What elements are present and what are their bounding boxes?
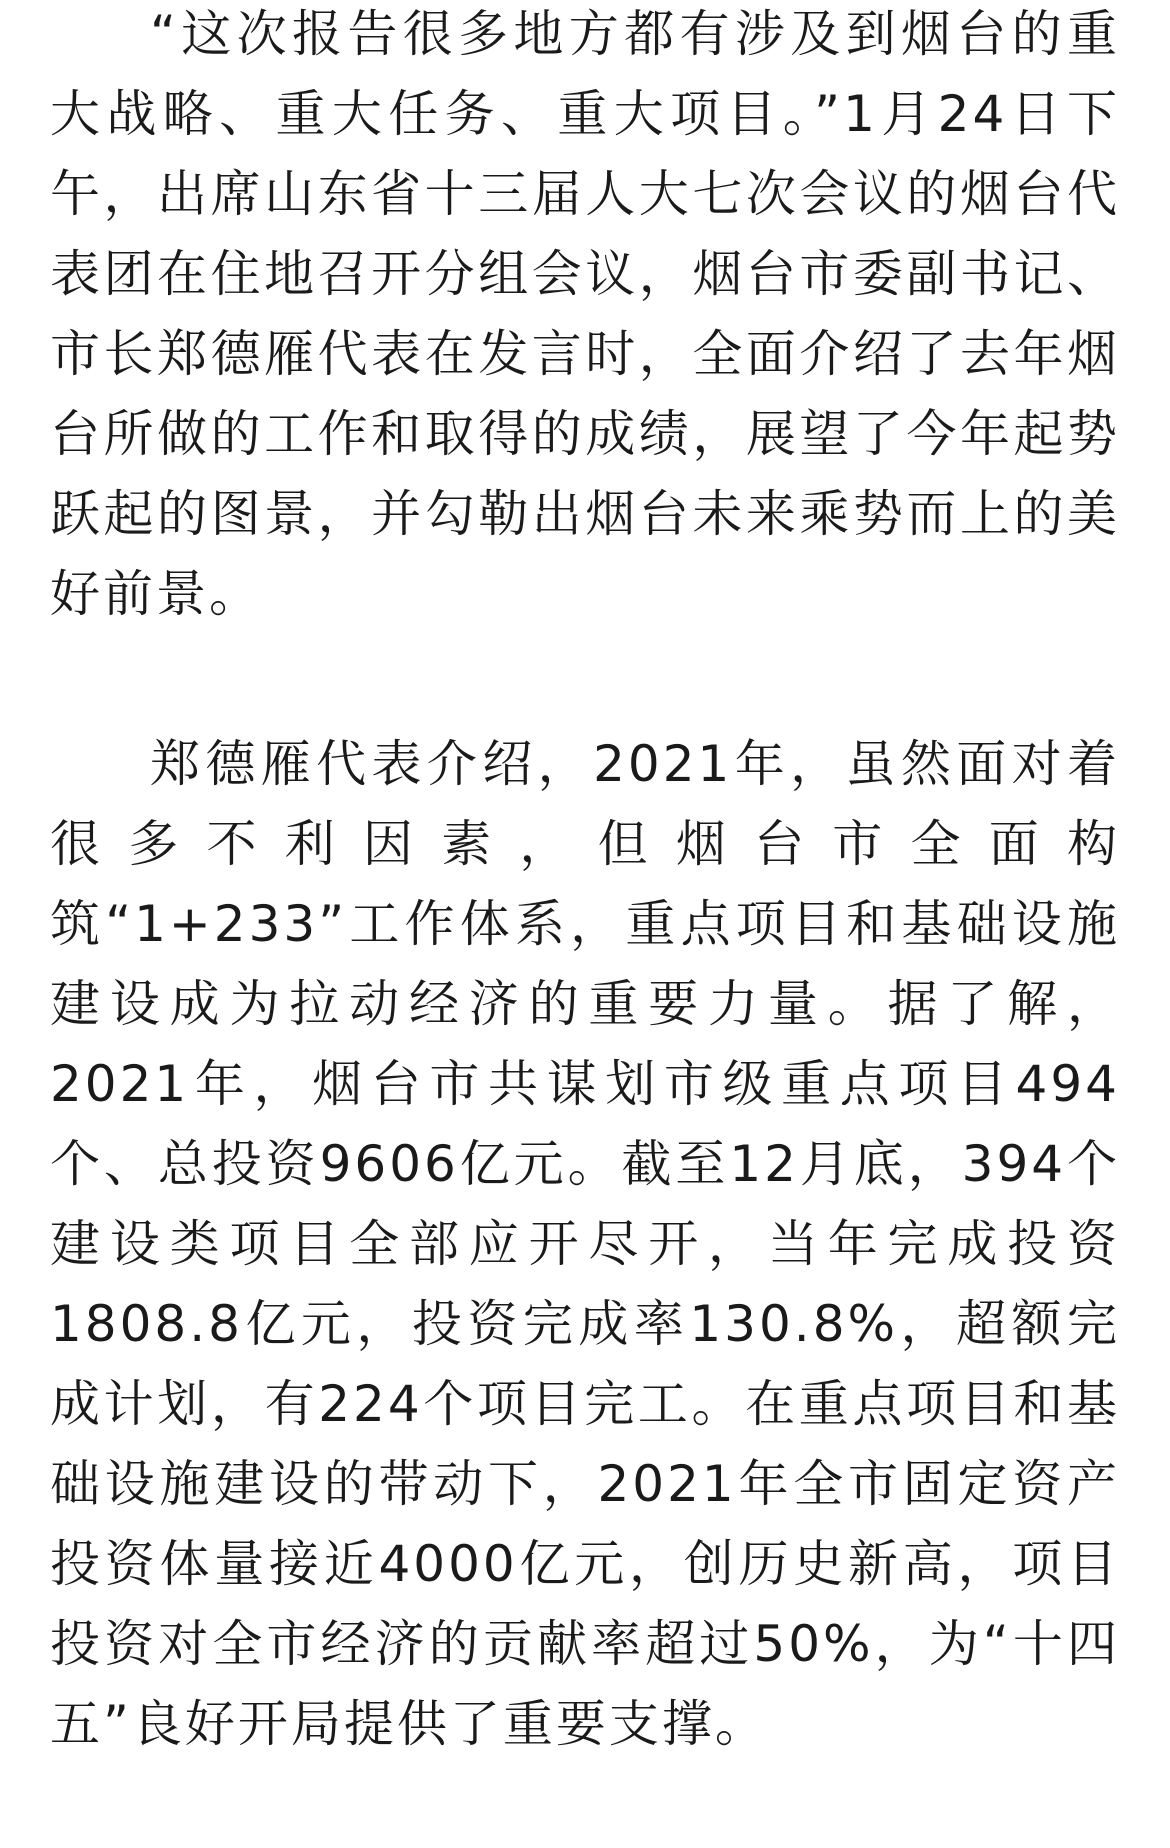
article-body	[50, 0, 1120, 1764]
article-paragraph-2: 郑德雁代表介绍，2021年，虽然面对着很多不利因素，但烟台市全面构筑“1+233”工作体系，重点项目和基础设施建设成为拉动经济的重要力量。据了解，2021年，烟台市共谋划市级重点项目494个、总投资9606亿元。截至12月底，394个建设类项目全部应开尽开，当年完成投资1808.8亿元，投资完成率130.8%，超额完成计划，有224个项目完工。在重点项目和基础设施建设的带动下，2021年全市固定资产投资体量接近4000亿元，创历史新高，项目投资对全市经济的贡献率超过50%，为“十四五”良好开局提供了重要支撑。	[50, 735, 1120, 1753]
article-paragraph-1: “这次报告很多地方都有涉及到烟台的重大战略、重大任务、重大项目。”1月24日下午，出席山东省十三届人大七次会议的烟台代表团在住地召开分组会议，烟台市委副书记、市长郑德雁代表在发言时，全面介绍了去年烟台所做的工作和取得的成绩，展望了今年起势跃起的图景，并勾勒出烟台未来乘势而上的美好前景。	[50, 5, 1120, 623]
